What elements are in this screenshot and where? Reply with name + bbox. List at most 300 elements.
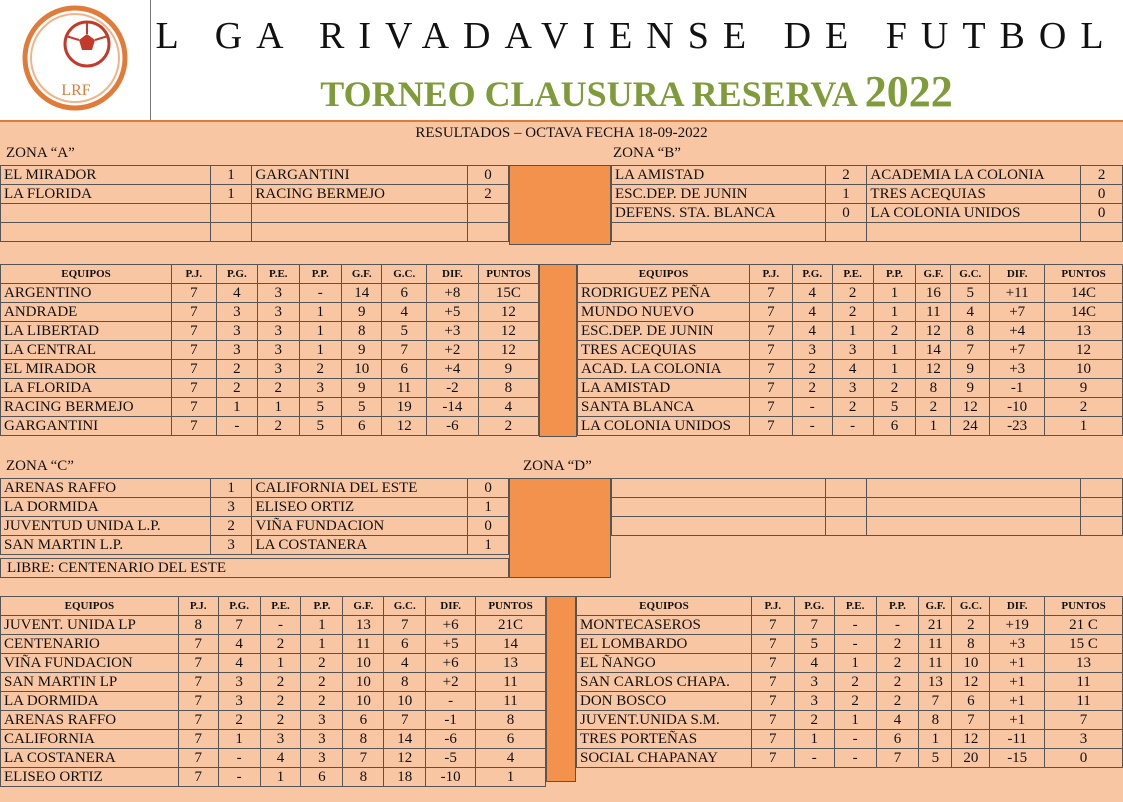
results-zone-b [611, 165, 1123, 242]
table-cell: 7 [178, 730, 218, 749]
table-cell: +1 [990, 654, 1045, 673]
table-cell: 5 [794, 635, 834, 654]
table-cell: 1 [301, 616, 343, 635]
standings-zone-c [0, 596, 546, 787]
table-cell: LA DORMIDA [1, 692, 179, 711]
table-cell: VIÑA FUNDACION [252, 517, 468, 536]
table-row [1, 398, 539, 417]
column-header: P.G. [216, 265, 257, 284]
table-cell: 7 [749, 284, 792, 303]
table-cell: CALIFORNIA [1, 730, 179, 749]
table-cell: - [218, 749, 260, 768]
table-cell: 19 [382, 398, 427, 417]
table-row [1, 417, 539, 436]
table-cell: 7 [172, 417, 217, 436]
column-header: P.J. [178, 597, 218, 616]
table-cell: SAN CARLOS CHAPA. [577, 673, 752, 692]
table-cell: 3 [832, 341, 873, 360]
column-header: P.J. [172, 265, 217, 284]
table-cell: 7 [749, 379, 792, 398]
table-cell: 10 [952, 654, 990, 673]
table-cell [1081, 517, 1123, 536]
table-cell: 20 [952, 749, 990, 768]
divider-standings-cd [546, 596, 576, 782]
table-cell: 1 [1045, 417, 1123, 436]
table-cell: LA LIBERTAD [1, 322, 172, 341]
table-cell: LA AMISTAD [578, 379, 750, 398]
table-cell: 6 [382, 360, 427, 379]
table-cell: 11 [1045, 673, 1123, 692]
table-cell: 7 [751, 692, 794, 711]
table-cell: 1 [260, 654, 301, 673]
column-header: P.P. [876, 597, 919, 616]
table-row [1, 673, 546, 692]
table-row [577, 635, 1123, 654]
table-cell: 5 [299, 398, 342, 417]
table-cell: 13 [919, 673, 952, 692]
table-cell: 2 [876, 673, 919, 692]
table-cell: 7 [382, 341, 427, 360]
table-cell: 4 [218, 635, 260, 654]
table-cell: RACING BERMEJO [252, 185, 468, 204]
table-cell: 2 [260, 635, 301, 654]
table-cell: 0 [1081, 185, 1123, 204]
table-cell: 2 [301, 673, 343, 692]
table-row [1, 284, 539, 303]
column-header: P.J. [751, 597, 794, 616]
table-cell: 2 [876, 692, 919, 711]
table-cell: ARGENTINO [1, 284, 172, 303]
table-cell: 4 [478, 398, 538, 417]
table-cell [612, 498, 826, 517]
table-cell: 9 [342, 379, 382, 398]
table-cell: 1 [299, 341, 342, 360]
table-cell: 11 [343, 635, 384, 654]
results-zone-c [0, 478, 509, 555]
table-cell: 4 [792, 322, 832, 341]
table-cell: 0 [825, 204, 867, 223]
table-cell: 7 [172, 322, 217, 341]
table-cell: ELISEO ORTIZ [1, 768, 179, 787]
table-cell: - [834, 749, 876, 768]
table-cell: +5 [426, 303, 478, 322]
table-cell: LA COSTANERA [252, 536, 468, 555]
table-cell: 5 [951, 284, 990, 303]
table-cell: 1 [916, 417, 951, 436]
table-cell: DEFENS. STA. BLANCA [612, 204, 826, 223]
table-cell: 2 [873, 322, 916, 341]
table-cell: 11 [1045, 692, 1123, 711]
table-cell: 7 [749, 360, 792, 379]
column-header: P.G. [794, 597, 834, 616]
table-cell: 4 [384, 654, 426, 673]
table-cell: 7 [178, 768, 218, 787]
standings-zone-d [576, 596, 1123, 768]
table-cell [468, 223, 509, 242]
table-cell: 2 [873, 379, 916, 398]
table-cell: 1 [258, 398, 299, 417]
table-cell [612, 223, 826, 242]
table-cell: EL MIRADOR [1, 166, 211, 185]
table-cell: - [426, 692, 476, 711]
table-cell: 10 [343, 673, 384, 692]
table-cell: 9 [478, 360, 538, 379]
table-cell: 1 [873, 341, 916, 360]
table-cell: 2 [825, 166, 867, 185]
table-cell: 11 [919, 654, 952, 673]
column-header: G.F. [343, 597, 384, 616]
table-row [578, 341, 1123, 360]
column-header: DIF. [426, 265, 478, 284]
standings-zone-a [0, 264, 539, 436]
table-cell: +6 [426, 616, 476, 635]
table-cell: 7 [343, 749, 384, 768]
column-header: P.G. [218, 597, 260, 616]
table-cell: 5 [342, 398, 382, 417]
column-header: G.C. [384, 597, 426, 616]
table-row [1, 379, 539, 398]
table-cell: 21 C [1045, 616, 1123, 635]
tournament-title [150, 66, 1123, 117]
column-header: P.J. [749, 265, 792, 284]
table-cell: 2 [260, 692, 301, 711]
table-cell: 12 [952, 673, 990, 692]
table-cell: 2 [260, 673, 301, 692]
table-cell: LA FLORIDA [1, 185, 211, 204]
table-cell: 1 [299, 303, 342, 322]
column-header: G.C. [951, 265, 990, 284]
table-row [578, 417, 1123, 436]
column-header: G.C. [382, 265, 427, 284]
table-cell [252, 223, 468, 242]
table-cell: 9 [951, 379, 990, 398]
divider-c-d [509, 478, 611, 578]
table-row [1, 711, 546, 730]
table-cell: 7 [178, 654, 218, 673]
table-cell: 3 [1045, 730, 1123, 749]
column-header: P.P. [873, 265, 916, 284]
table-row [1, 692, 546, 711]
table-cell: -14 [426, 398, 478, 417]
table-cell: 7 [178, 692, 218, 711]
table-cell: 2 [916, 398, 951, 417]
table-row [612, 517, 1123, 536]
table-cell [867, 498, 1081, 517]
table-row [1, 360, 539, 379]
table-cell: GARGANTINI [1, 417, 172, 436]
header [0, 0, 1123, 122]
table-cell: 1 [834, 711, 876, 730]
table-cell: 6 [384, 635, 426, 654]
table-cell: +3 [426, 322, 478, 341]
table-cell: ACAD. LA COLONIA [578, 360, 750, 379]
table-row [1, 517, 509, 536]
table-cell: 1 [210, 185, 252, 204]
table-cell: 0 [468, 166, 509, 185]
table-cell: 8 [478, 379, 538, 398]
table-cell [825, 479, 867, 498]
column-header: PUNTOS [476, 597, 546, 616]
table-cell: 7 [751, 673, 794, 692]
table-cell: 1 [873, 360, 916, 379]
table-cell: 11 [476, 673, 546, 692]
table-cell: 6 [476, 730, 546, 749]
table-row [1, 185, 509, 204]
table-cell: 7 [951, 341, 990, 360]
table-cell: +1 [990, 673, 1045, 692]
table-cell: 6 [873, 417, 916, 436]
table-row [577, 616, 1123, 635]
column-header: P.E. [258, 265, 299, 284]
table-cell: 3 [218, 673, 260, 692]
table-cell: 12 [952, 730, 990, 749]
table-cell: -11 [990, 730, 1045, 749]
table-row [578, 360, 1123, 379]
table-cell: -15 [990, 749, 1045, 768]
table-cell: 4 [216, 284, 257, 303]
table-cell: 2 [468, 185, 509, 204]
table-cell: 6 [952, 692, 990, 711]
table-cell: 0 [468, 517, 509, 536]
table-row [577, 692, 1123, 711]
table-cell: 3 [301, 730, 343, 749]
table-cell: 1 [476, 768, 546, 787]
table-cell: 10 [343, 654, 384, 673]
table-cell: CALIFORNIA DEL ESTE [252, 479, 468, 498]
table-cell: 7 [172, 341, 217, 360]
column-header: P.E. [260, 597, 301, 616]
table-cell: +7 [990, 303, 1045, 322]
table-cell: 1 [299, 322, 342, 341]
table-cell [867, 223, 1081, 242]
table-cell: 3 [216, 341, 257, 360]
table-row [578, 303, 1123, 322]
table-cell: -23 [990, 417, 1045, 436]
table-cell: TRES PORTEÑAS [577, 730, 752, 749]
table-cell [1, 223, 211, 242]
table-cell: 4 [260, 749, 301, 768]
table-cell: 0 [1045, 749, 1123, 768]
table-cell: 2 [876, 654, 919, 673]
table-cell: 11 [916, 303, 951, 322]
table-cell: LA AMISTAD [612, 166, 826, 185]
table-cell: ANDRADE [1, 303, 172, 322]
table-row [578, 322, 1123, 341]
table-cell: 14 [476, 635, 546, 654]
table-cell [210, 204, 252, 223]
table-cell: ARENAS RAFFO [1, 711, 179, 730]
table-cell: -10 [426, 768, 476, 787]
table-cell: 3 [258, 303, 299, 322]
table-cell: LA FLORIDA [1, 379, 172, 398]
column-header: PUNTOS [478, 265, 538, 284]
table-cell: +4 [426, 360, 478, 379]
table-cell: 15C [478, 284, 538, 303]
table-cell: 7 [751, 711, 794, 730]
table-cell: 4 [476, 749, 546, 768]
table-cell: 6 [382, 284, 427, 303]
table-cell: +1 [990, 692, 1045, 711]
table-cell: 11 [382, 379, 427, 398]
table-cell: 9 [1045, 379, 1123, 398]
table-cell: 2 [1081, 166, 1123, 185]
table-cell: 2 [794, 711, 834, 730]
table-cell: ELISEO ORTIZ [252, 498, 468, 517]
table-cell: 2 [832, 284, 873, 303]
column-header: DIF. [426, 597, 476, 616]
table-cell: - [834, 635, 876, 654]
table-cell: TRES ACEQUIAS [578, 341, 750, 360]
table-row [1, 204, 509, 223]
table-row [612, 479, 1123, 498]
table-cell: 3 [258, 284, 299, 303]
table-cell: 2 [258, 417, 299, 436]
column-header: DIF. [990, 597, 1045, 616]
table-cell: SAN MARTIN L.P. [1, 536, 211, 555]
table-cell [612, 479, 826, 498]
table-cell: 12 [916, 322, 951, 341]
table-cell: 7 [749, 417, 792, 436]
table-cell: SANTA BLANCA [578, 398, 750, 417]
table-cell: 7 [751, 616, 794, 635]
table-cell: 4 [218, 654, 260, 673]
table-cell: LA COLONIA UNIDOS [867, 204, 1081, 223]
table-cell: 3 [218, 692, 260, 711]
table-cell: 8 [916, 379, 951, 398]
table-row [1, 479, 509, 498]
table-cell: 7 [178, 711, 218, 730]
table-cell: MUNDO NUEVO [578, 303, 750, 322]
table-row [1, 536, 509, 555]
table-cell: RODRIGUEZ PEÑA [578, 284, 750, 303]
table-cell: 8 [343, 730, 384, 749]
table-cell: 7 [751, 749, 794, 768]
table-cell: - [792, 398, 832, 417]
table-cell: +4 [990, 322, 1045, 341]
table-cell: -5 [426, 749, 476, 768]
table-cell: - [876, 616, 919, 635]
table-cell: +2 [426, 673, 476, 692]
results-zone-a [0, 165, 509, 242]
table-cell: VIÑA FUNDACION [1, 654, 179, 673]
table-row [577, 749, 1123, 768]
column-header: G.F. [919, 597, 952, 616]
table-cell: +2 [426, 341, 478, 360]
table-cell: +5 [426, 635, 476, 654]
table-cell [825, 223, 867, 242]
table-cell: 7 [751, 730, 794, 749]
column-header: DIF. [990, 265, 1045, 284]
table-cell: 1 [468, 536, 509, 555]
table-cell: LA COLONIA UNIDOS [578, 417, 750, 436]
table-cell: 7 [178, 673, 218, 692]
table-cell: 9 [342, 303, 382, 322]
table-cell: +19 [990, 616, 1045, 635]
table-cell: 2 [216, 379, 257, 398]
divider-a-b [509, 165, 611, 245]
table-cell: +6 [426, 654, 476, 673]
table-cell: 3 [258, 360, 299, 379]
table-cell: 6 [342, 417, 382, 436]
table-cell: 10 [342, 360, 382, 379]
table-cell [252, 204, 468, 223]
table-cell: 12 [916, 360, 951, 379]
table-cell: 2 [301, 654, 343, 673]
table-row [1, 223, 509, 242]
logo-text: LRF [61, 82, 91, 99]
table-cell [825, 517, 867, 536]
table-cell: +11 [990, 284, 1045, 303]
column-header: EQUIPOS [578, 265, 750, 284]
table-row [1, 322, 539, 341]
table-cell: CENTENARIO [1, 635, 179, 654]
table-cell: 4 [876, 711, 919, 730]
table-cell: 7 [749, 398, 792, 417]
table-cell: 3 [832, 379, 873, 398]
column-header: EQUIPOS [1, 265, 172, 284]
table-row [1, 654, 546, 673]
table-cell: 7 [876, 749, 919, 768]
table-cell: ACADEMIA LA COLONIA [867, 166, 1081, 185]
table-cell: 7 [1045, 711, 1123, 730]
table-cell: 8 [343, 768, 384, 787]
table-cell: 7 [178, 749, 218, 768]
table-cell: 14 [384, 730, 426, 749]
league-logo [0, 0, 151, 120]
table-cell: 7 [749, 322, 792, 341]
table-row [1, 635, 546, 654]
table-cell: SAN MARTIN LP [1, 673, 179, 692]
table-cell: 14 [342, 284, 382, 303]
table-cell: 3 [792, 341, 832, 360]
zone-c-label: ZONA “C” [6, 458, 74, 474]
table-row [612, 166, 1123, 185]
table-cell: 3 [301, 749, 343, 768]
table-cell: -1 [990, 379, 1045, 398]
table-cell: 1 [468, 498, 509, 517]
table-cell: 6 [343, 711, 384, 730]
table-cell: 7 [751, 635, 794, 654]
table-cell: 12 [382, 417, 427, 436]
table-cell: 2 [210, 517, 252, 536]
table-cell: 5 [382, 322, 427, 341]
table-cell: 16 [916, 284, 951, 303]
table-cell: 12 [384, 749, 426, 768]
table-cell [1081, 498, 1123, 517]
column-header: P.P. [301, 597, 343, 616]
table-cell: +1 [990, 711, 1045, 730]
table-cell: JUVENT.UNIDA S.M. [577, 711, 752, 730]
table-cell: MONTECASEROS [577, 616, 752, 635]
table-cell: 12 [478, 341, 538, 360]
table-cell: 8 [951, 322, 990, 341]
table-cell: 2 [832, 303, 873, 322]
table-row [1, 303, 539, 322]
table-cell: 7 [178, 635, 218, 654]
table-cell: 8 [476, 711, 546, 730]
table-cell: -6 [426, 417, 478, 436]
column-header: PUNTOS [1045, 597, 1123, 616]
table-cell: 6 [301, 768, 343, 787]
table-cell: RACING BERMEJO [1, 398, 172, 417]
table-cell: 1 [825, 185, 867, 204]
table-cell: 1 [260, 768, 301, 787]
table-cell: 4 [382, 303, 427, 322]
table-cell: 7 [172, 398, 217, 417]
table-cell: 21C [476, 616, 546, 635]
table-cell: 3 [260, 730, 301, 749]
table-cell: 14C [1045, 284, 1123, 303]
